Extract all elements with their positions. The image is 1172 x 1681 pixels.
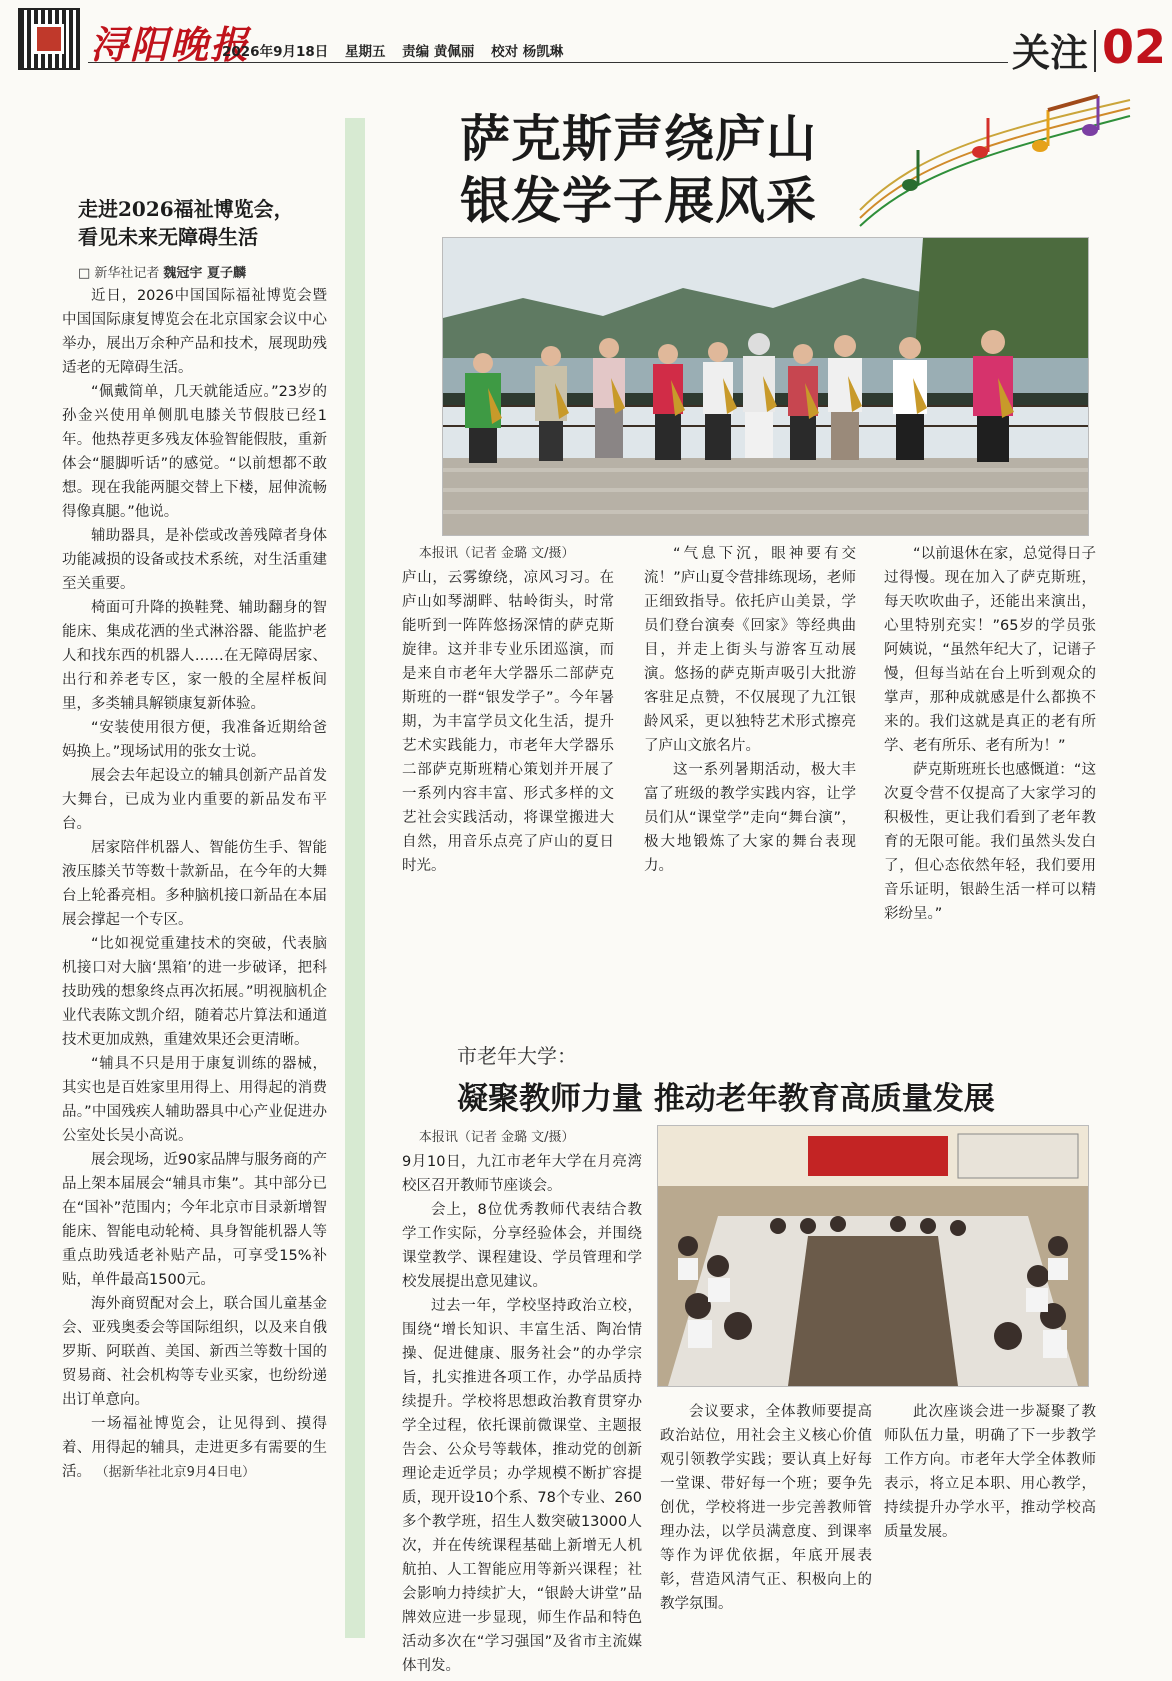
source-line: 本报讯（记者 金璐 文/摄）	[418, 1130, 575, 1145]
left-article-headline	[78, 195, 328, 251]
bottom-article-col-2	[660, 1400, 872, 1616]
newspaper-logo: 浔阳晚报	[90, 22, 251, 67]
top-article-title	[460, 108, 817, 232]
closing-sentence: 一场福祉博览会，让见得到、摸得着、用得起的辅具，走进更多有需要的生活。	[62, 1416, 327, 1480]
teachers-meeting-photo	[657, 1125, 1089, 1387]
paragraph: 辅助器具，是补偿或改善残障者身体功能减损的设备或技术系统，对生活重建至关重要。	[62, 528, 327, 592]
left-article-byline	[78, 262, 246, 281]
headline-line-1: 走进2026福祉博览会，	[78, 197, 294, 221]
paragraph: “佩戴简单，几天就能适应。”23岁的孙金兴使用单侧肌电膝关节假肢已经1年。他热荐更多残友体验智能假肢，重新体会“腿脚听话”的感觉。“以前想都不敢想。现在我能两腿交替上下楼，屈伸流畅得像真腿。”他说。	[62, 384, 327, 520]
title-line-1: 萨克斯声绕庐山	[460, 110, 817, 168]
bottom-article-col-3	[884, 1400, 1096, 1544]
paragraph: 萨克斯班班长也感慨道：“这次夏令营不仅提高了大家学习的积极性，更让我们看到了老年教育的无限可能。我们虽然头发白了，但心态依然年轻，我们要用音乐证明，银龄生活一样可以精彩纷呈。”	[884, 762, 1096, 922]
header-rule	[88, 62, 1008, 63]
headline-line-2: 看见未来无障碍生活	[78, 225, 258, 249]
paragraph: 9月10日，九江市老年大学在月亮湾校区召开教师节座谈会。	[402, 1154, 642, 1194]
left-article-body	[62, 284, 327, 1485]
music-notes-decoration	[840, 90, 1140, 240]
source-line: 本报讯（记者 金璐 文/摄）	[418, 546, 575, 561]
paragraph: “辅具不只是用于康复训练的器械，其实也是百姓家里用得上、用得起的消费品。”中国残疾人辅助器具中心产业促进办公室处长吴小高说。	[62, 1056, 327, 1144]
paragraph: 居家陪伴机器人、智能仿生手、智能液压膝关节等数十款新品，在今年的大舞台上轮番亮相。多种脑机接口新品在本届展会撑起一个专区。	[62, 840, 327, 928]
top-article-col-2	[644, 542, 856, 878]
paragraph: 展会去年起设立的辅具创新产品首发大舞台，已成为业内重要的新品发布平台。	[62, 768, 327, 832]
paragraph: “以前退休在家，总觉得日子过得慢。现在加入了萨克斯班，每天吹吹曲子，还能出来演出，心里特别充实！”65岁的学员张阿姨说，“虽然年纪大了，记谱子慢，但每当站在台上听到观众的掌声，那种成就感是什么都换不来的。我们这就是真正的老有所学、老有所乐、老有所为！”	[884, 546, 1096, 754]
issue-date: 2026年9月18日	[222, 44, 329, 60]
column-divider	[345, 118, 365, 1638]
proofreader-credit: 校对 杨凯琳	[491, 44, 564, 60]
paragraph: 庐山，云雾缭绕，凉风习习。在庐山如琴湖畔、牯岭街头，时常能听到一阵阵悠扬深情的萨克斯旋律。这并非专业乐团巡演，而是来自市老年大学器乐二部萨克斯班的一群“银发学子”。今年暑期，为丰富学员文化生活，提升艺术实践能力，市老年大学器乐二部萨克斯班精心策划并开展了一系列内容丰富、形式多样的文艺社会实践活动，将课堂搬进大自然，用音乐点亮了庐山的夏日时光。	[402, 570, 614, 874]
byline-prefix: □ 新华社记者	[78, 266, 160, 281]
paragraph: 过去一年，学校坚持政治立校，围绕“增长知识、丰富生活、陶冶情操、促进健康、服务社会”的办学宗旨，扎实推进各项工作，办学品质持续提升。学校将思想政治教育贯穿办学全过程，依托课前微课堂、主题报告会、公众号等载体，推动党的创新理论走近学员；办学规模不断扩容提质，现开设10个系、78个专业、260多个教学班，招生人数突破13000人次，并在传统课程基础上新增无人机航拍、人工智能应用等新兴课程；社会影响力持续扩大，“银龄大讲堂”品牌效应进一步显现，师生作品和特色活动多次在“学习强国”及省市主流媒体刊发。	[402, 1298, 642, 1674]
photo-illustration	[658, 1126, 1088, 1386]
bottom-article-title: 凝聚教师力量 推动老年教育高质量发展	[457, 1081, 995, 1117]
editor-credit: 责编 黄佩丽	[402, 44, 475, 60]
paragraph: 近日，2026中国国际福祉博览会暨中国国际康复博览会在北京国家会议中心举办，展出万余种产品和技术，展现助残适老的无障碍生活。	[62, 288, 327, 376]
qr-code	[18, 8, 80, 70]
byline-names: 魏冠宇 夏子麟	[163, 266, 246, 281]
paragraph: 此次座谈会进一步凝聚了教师队伍力量，明确了下一步教学工作方向。市老年大学全体教师表示，将立足本职、用心教学，持续提升办学水平，推动学校高质量发展。	[884, 1404, 1096, 1540]
paragraph: “比如视觉重建技术的突破，代表脑机接口对大脑‘黑箱’的进一步破译，把科技助残的想象终点再次拓展。”明视脑机企业代表陈文凯介绍，随着芯片算法和通道技术更加成熟，重建效果还会更清晰。	[62, 936, 327, 1048]
top-article-col-1	[402, 542, 614, 878]
section-divider	[1094, 30, 1096, 72]
bottom-article-kicker: 市老年大学：	[457, 1044, 577, 1068]
section-name: 关注	[1012, 31, 1089, 75]
bottom-article-col-1	[402, 1126, 642, 1678]
paragraph: 椅面可升降的换鞋凳、辅助翻身的智能床、集成花洒的坐式淋浴器、能监护老人和找东西的机器人……在无障碍居家、出行和养老专区，家一般的全屋样板间里，多类辅具解锁康复新体验。	[62, 600, 327, 712]
paragraph: 会上，8位优秀教师代表结合教学工作实际，分享经验体会，并围绕课堂教学、课程建设、学员管理和学校发展提出意见建议。	[402, 1202, 642, 1290]
paragraph: 会议要求，全体教师要提高政治站位，用社会主义核心价值观引领教学实践；要认真上好每一堂课、带好每一个班；要争先创优，学校将进一步完善教师管理办法，以学员满意度、到课率等作为评优依据，年底开展表彰，营造风清气正、积极向上的教学氛围。	[660, 1404, 872, 1612]
paragraph: 这一系列暑期活动，极大丰富了班级的教学实践内容，让学员们从“课堂学”走向“舞台演”，极大地锻炼了大家的舞台表现力。	[644, 762, 856, 874]
paragraph: 展会现场，近90家品牌与服务商的产品上架本届展会“辅具市集”。其中部分已在“国补”范围内；今年北京市目录新增智能床、智能电动轮椅、具身智能机器人等重点助残适老补贴产品，可享受15%补贴，单件最高1500元。	[62, 1152, 327, 1288]
saxophone-group-photo	[442, 237, 1089, 536]
paragraph: “气息下沉，眼神要有交流！”庐山夏令营排练现场，老师正细致指导。依托庐山美景，学员们登台演奏《回家》等经典曲目，并走上街头与游客互动展演。悠扬的萨克斯声吸引大批游客驻足点赞，不仅展现了九江银龄风采，更以独特艺术形式擦亮了庐山文旅名片。	[644, 546, 856, 754]
photo-illustration	[443, 238, 1088, 535]
paragraph	[62, 1412, 327, 1485]
masthead-info	[222, 40, 575, 60]
top-article-col-3	[884, 542, 1096, 926]
source-note: （据新华社北京9月4日电）	[95, 1465, 256, 1480]
issue-weekday: 星期五	[344, 44, 386, 60]
paragraph: “安装使用很方便，我准备近期给爸妈换上。”现场试用的张女士说。	[62, 720, 327, 760]
page-number: 02	[1102, 20, 1167, 74]
title-line-2: 银发学子展风采	[460, 172, 817, 230]
paragraph: 海外商贸配对会上，联合国儿童基金会、亚残奥委会等国际组织，以及来自俄罗斯、阿联酋、美国、新西兰等数十国的贸易商、社会机构等专业买家，也纷纷递出订单意向。	[62, 1296, 327, 1408]
